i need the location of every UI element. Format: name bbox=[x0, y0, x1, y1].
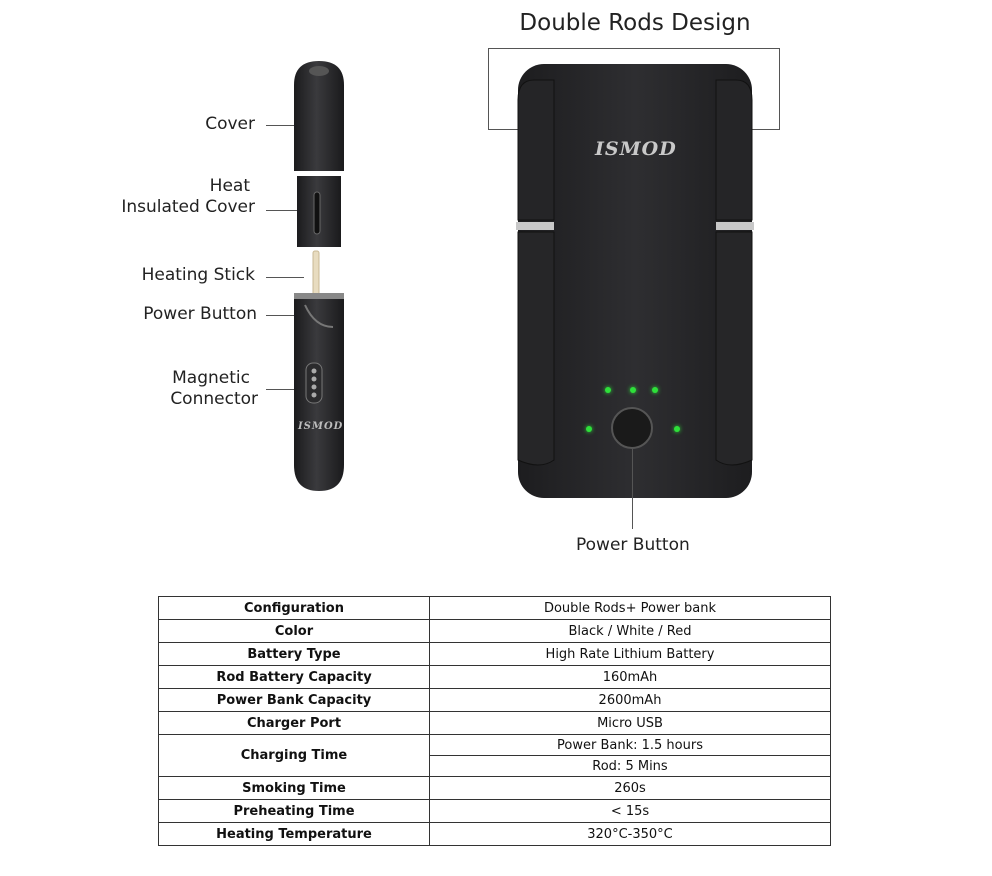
spec-label: Power Bank Capacity bbox=[159, 689, 430, 712]
cover-piece bbox=[294, 61, 344, 171]
table-row bbox=[159, 620, 831, 643]
spec-label: Rod Battery Capacity bbox=[159, 666, 430, 689]
diagram-title: Double Rods Design bbox=[519, 10, 751, 36]
spec-value: 320°C-350°C bbox=[430, 823, 831, 846]
insulated-cover-label-line2: Insulated Cover bbox=[121, 197, 255, 217]
bracket-left bbox=[488, 48, 489, 130]
table-row bbox=[159, 643, 831, 666]
spec-value: Power Bank: 1.5 hours bbox=[430, 735, 831, 756]
table-row bbox=[159, 666, 831, 689]
spec-label: Charger Port bbox=[159, 712, 430, 735]
spec-label: Color bbox=[159, 620, 430, 643]
spec-label: Heating Temperature bbox=[159, 823, 430, 846]
table-row bbox=[159, 597, 831, 620]
bank-power-button-leader bbox=[632, 449, 633, 529]
spec-value: Black / White / Red bbox=[430, 620, 831, 643]
led-indicator-1 bbox=[605, 387, 611, 393]
spec-value: < 15s bbox=[430, 800, 831, 823]
spec-value: Double Rods+ Power bank bbox=[430, 597, 831, 620]
spec-label: Smoking Time bbox=[159, 777, 430, 800]
spec-label: Charging Time bbox=[159, 735, 430, 777]
table-row bbox=[159, 823, 831, 846]
right-rod bbox=[716, 80, 752, 220]
spec-label: Preheating Time bbox=[159, 800, 430, 823]
power-bank-illustration bbox=[510, 60, 760, 500]
connector-label-line2: Connector bbox=[170, 389, 258, 409]
spec-value: Rod: 5 Mins bbox=[430, 756, 831, 777]
rod-brand-logo: ISMOD bbox=[298, 421, 344, 432]
bank-power-button-label: Power Button bbox=[576, 535, 690, 555]
spec-value: 2600mAh bbox=[430, 689, 831, 712]
table-row bbox=[159, 735, 831, 756]
table-row bbox=[159, 800, 831, 823]
heating-stick-label: Heating Stick bbox=[141, 265, 255, 285]
table-row bbox=[159, 777, 831, 800]
bank-power-button bbox=[612, 408, 652, 448]
spec-value: 260s bbox=[430, 777, 831, 800]
magnetic-label-line1: Magnetic bbox=[172, 368, 250, 388]
left-rod bbox=[518, 80, 554, 220]
table-row bbox=[159, 689, 831, 712]
cover-label: Cover bbox=[205, 114, 255, 134]
spec-value: Micro USB bbox=[430, 712, 831, 735]
rod-power-button-label: Power Button bbox=[143, 304, 257, 324]
bracket-top bbox=[488, 48, 780, 49]
heating-stick-piece bbox=[313, 251, 319, 297]
led-indicator-right bbox=[674, 426, 680, 432]
table-row bbox=[159, 712, 831, 735]
spec-label: Configuration bbox=[159, 597, 430, 620]
bracket-right bbox=[779, 48, 780, 130]
heat-label-line1: Heat bbox=[209, 176, 250, 196]
led-indicator-left bbox=[586, 426, 592, 432]
spec-value: 160mAh bbox=[430, 666, 831, 689]
power-bank-brand-logo: ISMOD bbox=[595, 138, 677, 160]
spec-value: High Rate Lithium Battery bbox=[430, 643, 831, 666]
led-indicator-2 bbox=[630, 387, 636, 393]
led-indicator-3 bbox=[652, 387, 658, 393]
spec-table bbox=[158, 596, 831, 846]
spec-label: Battery Type bbox=[159, 643, 430, 666]
